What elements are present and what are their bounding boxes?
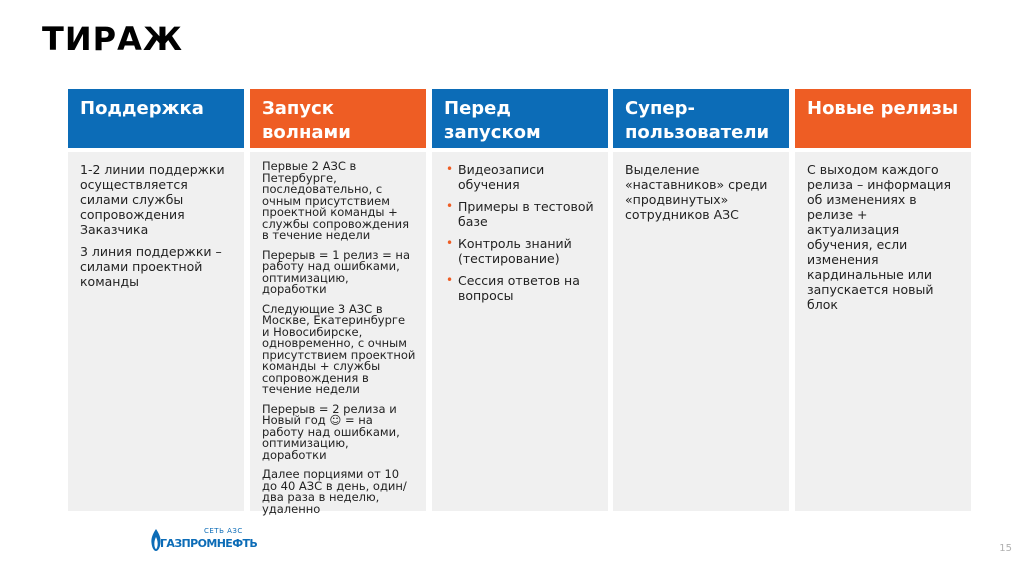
list-item-text: Контроль знаний (тестирование) — [458, 236, 572, 266]
bullet-icon: • — [446, 199, 454, 213]
column-body — [250, 152, 426, 516]
paragraph: Выделение «наставников» среди «продвинутых» сотрудников АЗС — [625, 162, 768, 222]
list-item — [444, 273, 598, 303]
bullet-icon: • — [446, 273, 454, 287]
column-before-launch — [432, 89, 608, 511]
paragraph: Далее порциями от 10 до 40 АЗС в день, один/два раза в неделю, удаленно — [262, 467, 407, 516]
paragraph: 3 линия поддержки – силами проектной команды — [80, 244, 222, 289]
gazpromneft-logo — [148, 527, 258, 553]
column-body — [795, 152, 971, 511]
list-item-text: Видеозаписи обучения — [458, 162, 545, 192]
column-body — [613, 152, 789, 511]
list-item — [444, 236, 598, 266]
slide-title: ТИРАЖ — [42, 20, 183, 58]
logo-brand-text: ГАЗПРОМНЕФТЬ — [160, 537, 258, 550]
logo-subtitle: СЕТЬ АЗС — [204, 527, 243, 535]
page-number: 15 — [999, 543, 1012, 554]
paragraph: Перерыв = 1 релиз = на работу над ошибками, оптимизацию, доработки — [262, 247, 411, 296]
paragraph: Первые 2 АЗС в Петербурге, последовательно, с очным присутствием проектной команды + службы сопровождения в течение недели — [262, 159, 409, 242]
bullet-icon: • — [446, 162, 454, 176]
list-item — [444, 199, 598, 229]
bullet-icon: • — [446, 236, 454, 250]
column-header: Перед запуском — [432, 89, 608, 148]
paragraph: Перерыв = 2 релиза и Новый год ☺ = на работу над ошибками, оптимизацию, доработки — [262, 401, 400, 462]
column-header: Поддержка — [68, 89, 244, 148]
column-header: Новые релизы — [795, 89, 971, 148]
column-super-users — [613, 89, 789, 511]
column-body — [68, 152, 244, 511]
list-item-text: Сессия ответов на вопросы — [458, 273, 580, 303]
column-wave-launch — [250, 89, 426, 516]
paragraph: 1-2 линии поддержки осуществляется силами службы сопровождения Заказчика — [80, 162, 225, 237]
column-header: Супер-пользователи — [613, 89, 789, 148]
bullet-list — [444, 162, 598, 303]
column-support — [68, 89, 244, 511]
column-new-releases — [795, 89, 971, 511]
paragraph: С выходом каждого релиза – информация об изменениях в релизе + актуализация обучения, если изменения кардинальные или запускается новый блок — [807, 162, 952, 312]
column-body — [432, 152, 608, 511]
list-item-text: Примеры в тестовой базе — [458, 199, 594, 229]
list-item — [444, 162, 598, 192]
column-header: Запуск волнами — [250, 89, 426, 148]
paragraph: Следующие 3 АЗС в Москве, Екатеринбурге и Новосибирске, одновременно, с очным присутствием проектной команды + службы сопровождения в течение недели — [262, 301, 416, 396]
